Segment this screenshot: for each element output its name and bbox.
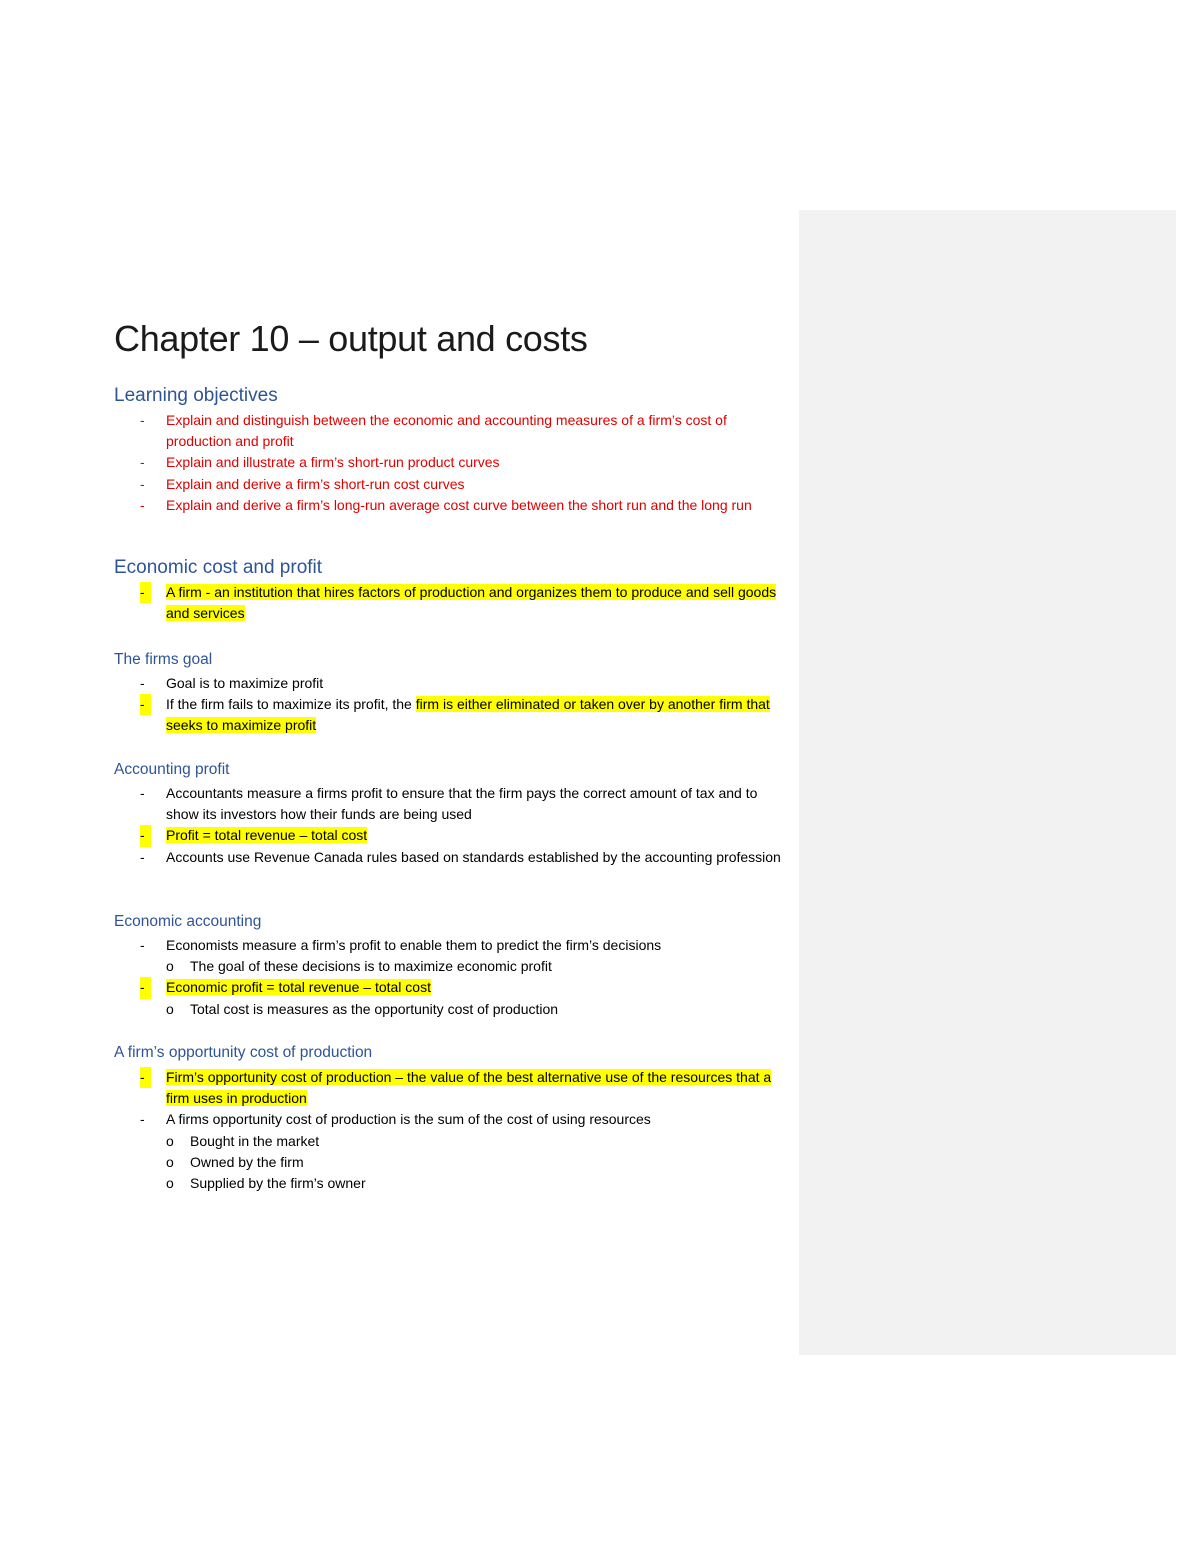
list-item bbox=[140, 977, 790, 1019]
dash-bullet: - bbox=[140, 825, 151, 846]
opportunity-cost-list bbox=[140, 1067, 790, 1194]
heading-economic-cost-and-profit: Economic cost and profit bbox=[114, 557, 323, 578]
sub-list-item bbox=[140, 1173, 790, 1194]
dash-bullet: - bbox=[140, 785, 145, 801]
highlighted-text: Firm’s opportunity cost of production – the value of the best alternative use of the resources that a firm uses in production bbox=[166, 1069, 772, 1107]
circle-bullet: o bbox=[166, 1132, 174, 1149]
learning-objectives-list bbox=[140, 410, 790, 516]
sub-list bbox=[140, 956, 790, 977]
circle-bullet: o bbox=[166, 1175, 174, 1192]
dash-bullet: - bbox=[140, 977, 151, 998]
list-item bbox=[140, 825, 790, 846]
list-item-text: Explain and derive a firm’s short-run cost curves bbox=[166, 475, 465, 492]
sub-item-text: The goal of these decisions is to maximize economic profit bbox=[190, 958, 552, 975]
dash-bullet: - bbox=[140, 848, 145, 865]
sub-item-text: Owned by the firm bbox=[190, 1153, 304, 1170]
dash-bullet: - bbox=[140, 675, 145, 691]
highlighted-text: Economic profit = total revenue – total cost bbox=[166, 979, 431, 996]
circle-bullet: o bbox=[166, 1000, 174, 1017]
list-item bbox=[140, 847, 790, 868]
heading-learning-objectives: Learning objectives bbox=[114, 385, 278, 406]
list-item bbox=[140, 1067, 790, 1109]
highlighted-text: firm is either eliminated or taken over by another firm that seeks to maximize profit bbox=[166, 696, 770, 734]
list-item-text: Explain and derive a firm’s long-run average cost curve between the short run and the long run bbox=[166, 496, 752, 513]
sub-list-item bbox=[140, 1131, 790, 1152]
list-item bbox=[140, 694, 790, 736]
comment-pane bbox=[799, 210, 1176, 1355]
list-item-text: Accounts use Revenue Canada rules based on standards established by the accounting profession bbox=[166, 848, 781, 865]
sub-list-item bbox=[140, 999, 790, 1020]
list-item bbox=[140, 935, 790, 977]
list-item bbox=[140, 582, 790, 624]
sub-list-item bbox=[140, 956, 790, 977]
dash-bullet: - bbox=[140, 694, 151, 715]
list-item-text: Economists measure a firm’s profit to enable them to predict the firm’s decisions bbox=[166, 937, 662, 953]
highlighted-text: A firm - an institution that hires factors of production and organizes them to produce and sell goods and services bbox=[166, 584, 777, 622]
document-title: Chapter 10 – output and costs bbox=[114, 318, 588, 359]
list-item bbox=[140, 783, 790, 825]
list-item bbox=[140, 410, 790, 452]
sub-list bbox=[140, 999, 790, 1020]
dash-bullet: - bbox=[140, 1111, 145, 1128]
list-item-text: A firms opportunity cost of production is the sum of the cost of using resources bbox=[166, 1111, 651, 1128]
dash-bullet: - bbox=[140, 582, 151, 603]
list-item-text: Accountants measure a firms profit to ensure that the firm pays the correct amount of tax and to show its investors how their funds are being used bbox=[166, 785, 758, 823]
highlighted-text: Profit = total revenue – total cost bbox=[166, 827, 368, 844]
list-item-text: If the firm fails to maximize its profit, the bbox=[166, 696, 416, 713]
heading-opportunity-cost: A firm’s opportunity cost of production bbox=[114, 1044, 373, 1061]
economic-accounting-list bbox=[140, 935, 790, 1020]
dash-bullet: - bbox=[140, 937, 145, 953]
sub-item-text: Supplied by the firm’s owner bbox=[190, 1175, 366, 1192]
firms-goal-list bbox=[140, 673, 790, 737]
list-item bbox=[140, 673, 790, 694]
sub-list bbox=[140, 1131, 790, 1195]
list-item-text: Explain and distinguish between the economic and accounting measures of a firm’s cost of production and profit bbox=[166, 412, 727, 450]
heading-economic-accounting: Economic accounting bbox=[114, 913, 262, 930]
dash-bullet: - bbox=[140, 496, 145, 513]
list-item bbox=[140, 474, 790, 495]
sub-list-item bbox=[140, 1152, 790, 1173]
dash-bullet: - bbox=[140, 454, 145, 471]
circle-bullet: o bbox=[166, 1153, 174, 1170]
heading-accounting-profit: Accounting profit bbox=[114, 761, 230, 778]
sub-item-text: Bought in the market bbox=[190, 1132, 320, 1149]
dash-bullet: - bbox=[140, 1067, 151, 1088]
dash-bullet: - bbox=[140, 412, 145, 428]
economic-cost-list bbox=[140, 582, 790, 624]
accounting-profit-list bbox=[140, 783, 790, 868]
list-item-text: Explain and illustrate a firm’s short-run product curves bbox=[166, 454, 500, 471]
heading-firms-goal: The firms goal bbox=[114, 651, 213, 668]
list-item-text: Goal is to maximize profit bbox=[166, 675, 324, 691]
circle-bullet: o bbox=[166, 958, 174, 975]
dash-bullet: - bbox=[140, 475, 145, 492]
list-item bbox=[140, 452, 790, 473]
list-item bbox=[140, 495, 790, 516]
sub-item-text: Total cost is measures as the opportunity cost of production bbox=[190, 1000, 559, 1017]
list-item bbox=[140, 1109, 790, 1194]
